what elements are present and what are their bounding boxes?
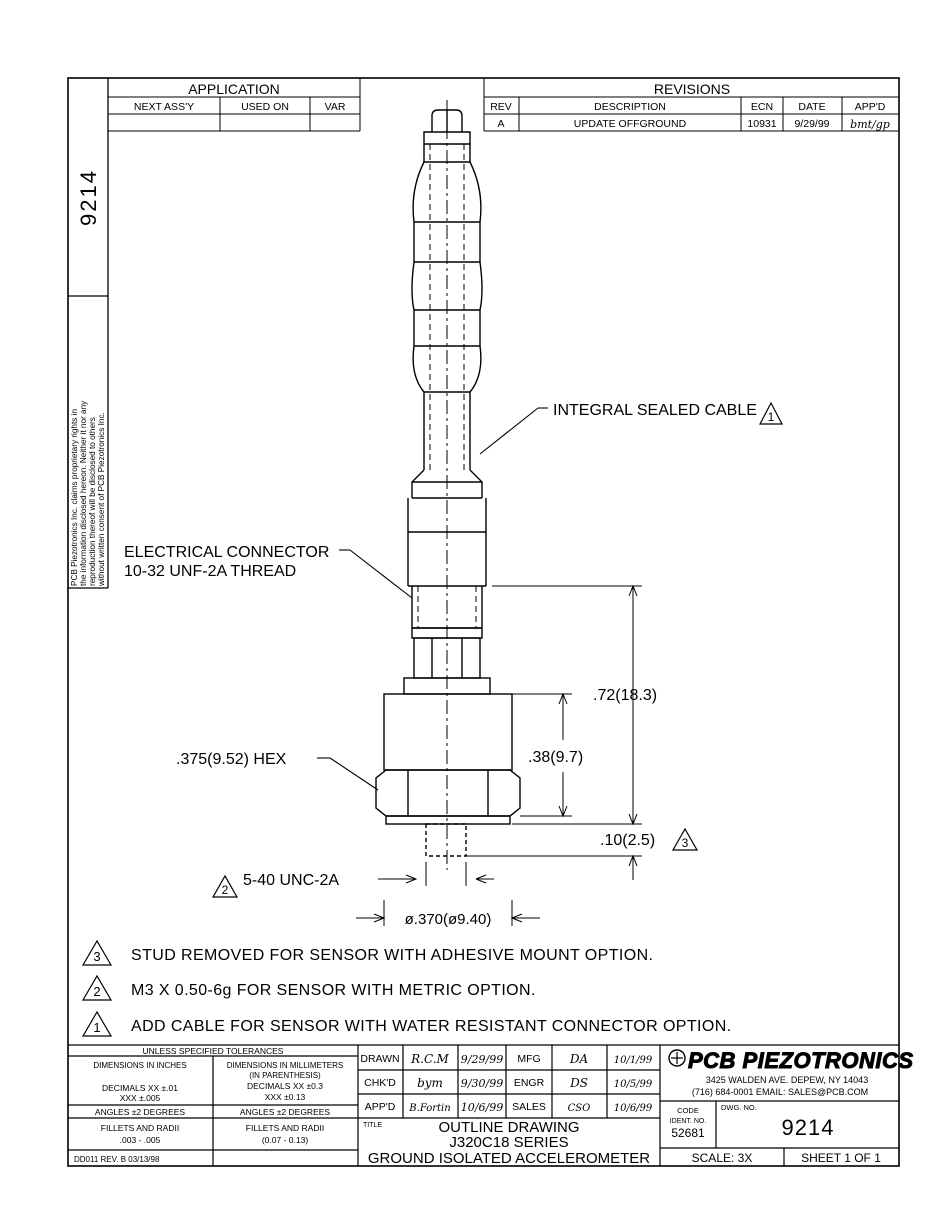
svg-text:DIMENSIONS IN MILLIMETERS: DIMENSIONS IN MILLIMETERS	[226, 1061, 344, 1070]
notice-line: without written consent of PCB Piezotronics Inc.	[97, 412, 106, 586]
revision-flag-1-icon	[760, 403, 782, 424]
application-header: VAR	[324, 101, 346, 113]
svg-text:APP'D: APP'D	[364, 1101, 396, 1113]
revisions-header: APP'D	[854, 101, 886, 113]
title-block	[363, 1119, 650, 1167]
body-height-dimension: .38(9.7)	[528, 749, 584, 766]
svg-text:9/29/99: 9/29/99	[460, 1053, 504, 1066]
overall-height-dimension: .72(18.3)	[593, 687, 658, 704]
svg-text:1: 1	[767, 410, 775, 424]
company-logo	[669, 1048, 914, 1073]
svg-text:DIMENSIONS IN INCHES: DIMENSIONS IN INCHES	[93, 1061, 187, 1070]
svg-text:B.Fortin: B.Fortin	[409, 1103, 451, 1114]
svg-text:TITLE: TITLE	[363, 1122, 383, 1129]
svg-text:.003 - .005: .003 - .005	[119, 1135, 161, 1145]
note-3	[83, 941, 653, 965]
svg-text:STUD REMOVED FOR SENSOR WITH A: STUD REMOVED FOR SENSOR WITH ADHESIVE MOUNT OPTION.	[131, 947, 654, 964]
svg-text:2: 2	[221, 883, 229, 897]
svg-text:DECIMALS XX ±.01: DECIMALS XX ±.01	[102, 1083, 178, 1093]
svg-text:FILLETS AND RADII: FILLETS AND RADII	[245, 1123, 325, 1133]
svg-text:9/30/99: 9/30/99	[460, 1077, 504, 1090]
revision-ecn: 10931	[747, 118, 777, 130]
sheet-number: SHEET 1 OF 1	[801, 1151, 881, 1165]
svg-text:1: 1	[93, 1020, 101, 1035]
svg-text:CODE: CODE	[677, 1106, 699, 1115]
application-table	[108, 78, 360, 131]
svg-text:XXX ±0.13: XXX ±0.13	[264, 1092, 306, 1102]
company-contact: (716) 684-0001 EMAIL: SALES@PCB.COM	[691, 1087, 869, 1097]
revisions-header: DATE	[798, 101, 826, 113]
svg-text:ANGLES ±2 DEGREES: ANGLES ±2 DEGREES	[94, 1107, 186, 1117]
note-1	[83, 1012, 732, 1036]
stud-height-dimension: .10(2.5)	[600, 832, 656, 849]
drawing-subtitle: GROUND ISOLATED ACCELEROMETER	[367, 1150, 651, 1167]
accelerometer-outline	[376, 110, 520, 856]
connector-callout-line2: 10-32 UNF-2A THREAD	[124, 563, 297, 580]
note-2	[83, 976, 536, 1000]
hex-callout: .375(9.52) HEX	[176, 751, 287, 768]
stud-dimension	[466, 856, 642, 880]
side-drawing-number: 9214	[76, 169, 101, 226]
svg-text:MFG: MFG	[517, 1053, 541, 1065]
svg-text:FILLETS AND RADII: FILLETS AND RADII	[100, 1123, 180, 1133]
svg-text:XXX ±.005: XXX ±.005	[119, 1093, 161, 1103]
signoff-block	[360, 1052, 653, 1114]
notice-line: PCB Piezotronics Inc. claims proprietary rights in	[70, 408, 79, 586]
svg-text:bym: bym	[417, 1076, 443, 1090]
svg-text:10/6/99: 10/6/99	[460, 1101, 504, 1114]
svg-text:2: 2	[93, 984, 101, 999]
svg-text:IDENT. NO.: IDENT. NO.	[669, 1118, 707, 1125]
cable-leader	[480, 408, 538, 454]
drawing-title: OUTLINE DRAWING	[438, 1119, 580, 1136]
svg-text:(0.07 - 0.13): (0.07 - 0.13)	[261, 1135, 309, 1145]
dwg-number: 9214	[781, 1115, 835, 1140]
svg-text:10/5/99: 10/5/99	[613, 1079, 653, 1090]
revisions-header: ECN	[750, 101, 774, 113]
sheet-border	[68, 78, 899, 1166]
cable-callout: INTEGRAL SEALED CABLE	[553, 402, 757, 419]
revisions-header: REV	[490, 101, 512, 113]
svg-text:UNLESS SPECIFIED TOLERANCES: UNLESS SPECIFIED TOLERANCES	[142, 1046, 284, 1056]
notice-line: reproduction thereof will be disclosed to others	[88, 417, 97, 586]
svg-text:CSO: CSO	[567, 1103, 591, 1114]
svg-text:ANGLES ±2 DEGREES: ANGLES ±2 DEGREES	[239, 1107, 331, 1117]
revision-flag-3-icon	[673, 829, 697, 850]
svg-text:3: 3	[681, 836, 689, 850]
overall-dimension	[492, 586, 642, 824]
revisions-header: DESCRIPTION	[594, 101, 666, 113]
svg-text:10/6/99: 10/6/99	[613, 1103, 653, 1114]
logo-text: PCB PIEZOTRONICS	[688, 1048, 914, 1073]
svg-text:DRAWN: DRAWN	[360, 1053, 400, 1065]
revision-flag-2-icon	[213, 876, 237, 897]
svg-text:10/1/99: 10/1/99	[613, 1055, 653, 1066]
application-header: NEXT ASS'Y	[133, 101, 195, 113]
svg-text:3: 3	[93, 949, 101, 964]
connector-leader	[350, 550, 412, 598]
application-header: USED ON	[241, 101, 289, 113]
application-title: APPLICATION	[188, 81, 280, 97]
svg-text:SALES: SALES	[512, 1101, 546, 1113]
revision-rev: A	[497, 118, 505, 130]
revision-approval-signature: bmt/gp	[850, 118, 890, 131]
svg-text:DA: DA	[569, 1052, 589, 1066]
notice-line: the information disclosed hereon. Neither it nor any	[79, 400, 88, 586]
drawing-series: J320C18 SERIES	[449, 1134, 569, 1151]
svg-text:DWG. NO.: DWG. NO.	[721, 1103, 757, 1112]
revision-description: UPDATE OFFGROUND	[573, 118, 687, 130]
hex-leader	[330, 758, 378, 790]
svg-text:CHK'D: CHK'D	[364, 1077, 396, 1089]
code-ident-number: 52681	[671, 1126, 705, 1140]
revisions-table	[484, 78, 899, 131]
revisions-title: REVISIONS	[653, 81, 731, 97]
company-address: 3425 WALDEN AVE. DEPEW, NY 14043	[705, 1075, 869, 1085]
connector-callout-line1: ELECTRICAL CONNECTOR	[124, 544, 330, 561]
revision-date: 9/29/99	[794, 118, 830, 130]
drawing-identifiers	[670, 1103, 882, 1165]
thread-callout: 5-40 UNC-2A	[243, 872, 340, 889]
svg-text:DS: DS	[570, 1076, 588, 1090]
svg-text:R.C.M: R.C.M	[411, 1052, 449, 1066]
svg-text:ADD CABLE FOR SENSOR WITH WATE: ADD CABLE FOR SENSOR WITH WATER RESISTANT CONNECTOR OPTION.	[131, 1018, 732, 1035]
scale-value: SCALE: 3X	[691, 1151, 753, 1165]
svg-text:ENGR: ENGR	[513, 1077, 545, 1089]
proprietary-notice	[70, 400, 106, 587]
diameter-callout: ø.370(ø9.40)	[404, 911, 492, 928]
thread-leader	[378, 862, 494, 886]
svg-text:(IN PARENTHESIS): (IN PARENTHESIS)	[249, 1071, 321, 1080]
svg-text:DD011 REV. B 03/13/98: DD011 REV. B 03/13/98	[74, 1155, 160, 1164]
svg-text:M3 X 0.50-6g FOR SENSOR WITH M: M3 X 0.50-6g FOR SENSOR WITH METRIC OPTION.	[131, 982, 536, 999]
svg-text:DECIMALS XX ±0.3: DECIMALS XX ±0.3	[247, 1081, 323, 1091]
